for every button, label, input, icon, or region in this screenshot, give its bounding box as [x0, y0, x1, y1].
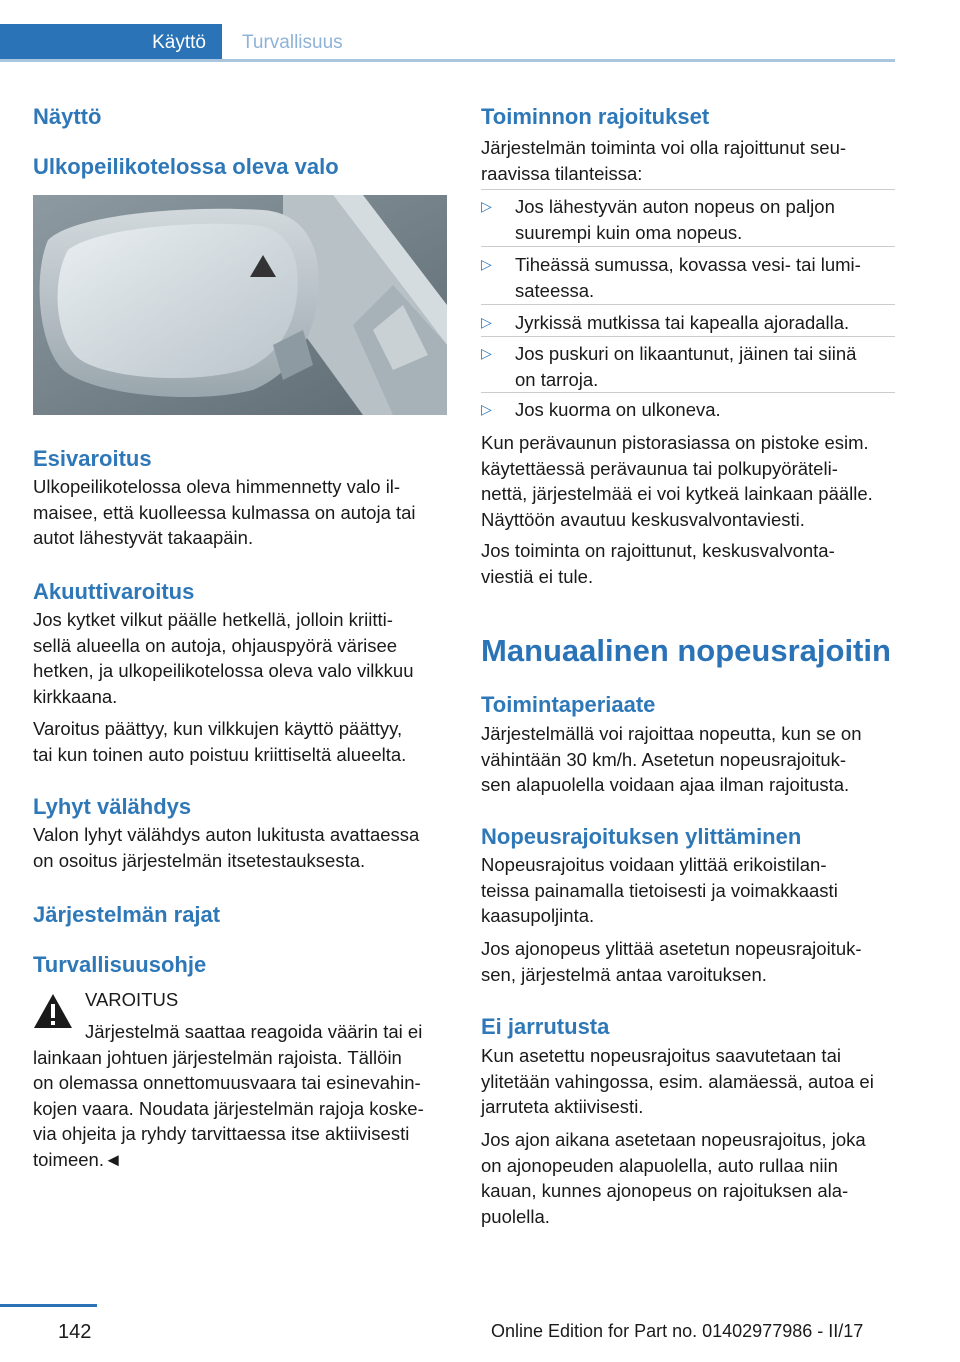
text-line: suurempi kuin oma nopeus.	[515, 221, 743, 243]
text-line: toimeen.◄	[33, 1148, 123, 1170]
heading-esivaroitus: Esivaroitus	[33, 446, 152, 471]
heading-toiminnon-rajoitukset: Toiminnon rajoitukset	[481, 104, 710, 129]
heading-akuuttivaroitus: Akuuttivaroitus	[33, 579, 195, 604]
para-ylittaminen-2	[481, 936, 862, 987]
bullet-triangle-icon: ▷	[481, 345, 492, 361]
bullet-triangle-icon: ▷	[481, 401, 492, 417]
text-line: Kun asetettu nopeusrajoitus saavutetaan tai	[481, 1045, 841, 1066]
header-rule	[0, 59, 895, 62]
heading-ei-jarrutusta: Ei jarrutusta	[481, 1014, 610, 1039]
para-toimintaperiaate	[481, 721, 862, 798]
text-line: Jos puskuri on likaantunut, jäinen tai siinä	[515, 343, 857, 364]
heading-lyhyt-valahdys: Lyhyt välähdys	[33, 794, 192, 819]
para-peravaunu	[481, 430, 873, 532]
page-number: 142	[58, 1321, 92, 1343]
text-line: raavissa tilanteissa:	[481, 162, 643, 184]
para-ylittaminen-1	[481, 852, 838, 929]
text-line: autot lähestyvät takaapäin.	[33, 527, 254, 548]
text-line: Järjestelmän toiminta voi olla rajoittunut seu-	[481, 137, 847, 158]
text-line: kojen vaara. Noudata järjestelmän rajoja koske-	[33, 1097, 424, 1119]
text-line: Jyrkissä mutkissa tai kapealla ajoradalla.	[515, 312, 850, 333]
text-line: sellä alueella on autoja, ohjauspyörä värisee	[33, 634, 398, 656]
text-line: käytettäessä perävaunua tai polkupyöräteli-	[481, 457, 838, 479]
text-line: Kun perävaunun pistorasiassa on pistoke esim.	[481, 432, 869, 453]
text-line: Jos lähestyvän auton nopeus on paljon	[515, 196, 835, 217]
text-line: Näyttöön avautuu keskusvalvontaviesti.	[481, 508, 805, 530]
text-line: Tiheässä sumussa, kovassa vesi- tai lumi-	[515, 254, 861, 275]
text-line: on ajonopeuden alapuolella, auto rullaa niin	[481, 1154, 838, 1176]
para-jos-toiminta	[481, 538, 835, 589]
bullet-divider	[481, 392, 895, 393]
text-line: Järjestelmällä voi rajoittaa nopeutta, kun se on	[481, 723, 862, 744]
para-toiminnon	[481, 135, 846, 186]
warning-text	[33, 1019, 424, 1172]
para-lyhyt	[33, 822, 419, 873]
bullet-divider	[481, 189, 895, 190]
bullet-triangle-icon: ▷	[481, 198, 492, 214]
tab-kaytto[interactable]	[0, 24, 222, 62]
text-line: Valon lyhyt välähdys auton lukitusta avattaessa	[33, 824, 420, 845]
text-line: Jos ajon aikana asetetaan nopeusrajoitus, joka	[481, 1129, 866, 1150]
para-akuutti-2	[33, 716, 406, 767]
text-line: kaasupoljinta.	[481, 905, 595, 926]
text-line: tai kun toinen auto poistuu kriittiseltä alueelta.	[33, 743, 407, 765]
text-line: sateessa.	[515, 279, 595, 301]
tab-turvallisuus[interactable]	[242, 24, 343, 62]
tab-kaytto-label: Käyttö	[152, 32, 206, 53]
text-line: teissa painamalla tietoisesti ja voimakkaasti	[481, 879, 838, 901]
text-line: Jos kytket vilkut päälle hetkellä, jolloin kriitti-	[33, 609, 393, 630]
bullet-triangle-icon: ▷	[481, 256, 492, 272]
text-line: kauan, kunnes ajonopeus on rajoituksen ala-	[481, 1180, 849, 1201]
text-line: puolella.	[481, 1205, 550, 1227]
text-line: kirkkaana.	[33, 685, 118, 707]
text-line: via ohjeita ja ryhdy tarvittaessa itse aktiivisesti	[33, 1123, 410, 1144]
heading-naytto: Näyttö	[33, 104, 102, 129]
tab-turvallisuus-label: Turvallisuus	[242, 32, 343, 53]
heading-ylittaminen: Nopeusrajoituksen ylittäminen	[481, 824, 802, 849]
text-line: hetken, ja ulkopeilikotelossa oleva valo vilkkuu	[33, 660, 414, 681]
bullet-triangle-icon: ▷	[481, 314, 492, 330]
text-line: Nopeusrajoitus voidaan ylittää erikoistilan-	[481, 854, 827, 875]
text-line: vähintään 30 km/h. Asetetun nopeusrajoituk-	[481, 748, 847, 770]
text-line: nettä, järjestelmää ei voi kytkeä lainkaan päälle.	[481, 483, 873, 504]
bullet-divider	[481, 336, 895, 337]
text-line: sen, järjestelmä antaa varoituksen.	[481, 963, 767, 985]
text-line: Jos toiminta on rajoittunut, keskusvalvonta-	[481, 540, 835, 561]
text-line: sen alapuolella voidaan ajaa ilman rajoitusta.	[481, 774, 850, 795]
text-line: on osoitus järjestelmän itsetestauksesta.	[33, 849, 366, 871]
text-line: on tarroja.	[515, 368, 599, 390]
warning-title: VAROITUS	[85, 989, 179, 1010]
text-line: maisee, että kuolleessa kulmassa on autoja tai	[33, 501, 416, 523]
footer-rule	[0, 1304, 97, 1307]
text-line: on olemassa onnettomuusvaara tai esinevahin-	[33, 1072, 421, 1093]
edition-text: Online Edition for Part no. 01402977986 - II/17	[491, 1321, 864, 1341]
para-akuutti-1	[33, 607, 414, 709]
heading-toimintaperiaate: Toimintaperiaate	[481, 692, 656, 717]
text-line: lainkaan johtuen järjestelmän rajoista. Tällöin	[33, 1046, 402, 1068]
heading-jarjestelman-rajat: Järjestelmän rajat	[33, 902, 221, 927]
text-line: Ulkopeilikotelossa oleva himmennetty valo il-	[33, 476, 401, 497]
bullet-divider	[481, 304, 895, 305]
mirror-illustration	[33, 195, 447, 415]
heading-ulkopeili: Ulkopeilikotelossa oleva valo	[33, 154, 339, 179]
text-line: Järjestelmä saattaa reagoida väärin tai ei	[85, 1021, 423, 1042]
text-line: Jos kuorma on ulkoneva.	[515, 399, 721, 420]
text-line: viestiä ei tule.	[481, 565, 594, 587]
bullet-divider	[481, 246, 895, 247]
heading-manuaalinen-nopeusrajoitin: Manuaalinen nopeusrajoitin	[481, 633, 891, 668]
para-esivaroitus	[33, 474, 416, 551]
text-line: ylitetään vahingossa, esim. alamäessä, autoa ei	[481, 1070, 874, 1092]
text-line: Varoitus päättyy, kun vilkkujen käyttö päättyy,	[33, 718, 403, 739]
heading-turvallisuusohje: Turvallisuusohje	[33, 952, 207, 977]
para-ei-jarrutusta-1	[481, 1043, 874, 1120]
text-line: Jos ajonopeus ylittää asetetun nopeusrajoituk-	[481, 938, 862, 959]
para-ei-jarrutusta-2	[481, 1127, 866, 1229]
text-line: jarruteta aktiivisesti.	[481, 1096, 644, 1117]
